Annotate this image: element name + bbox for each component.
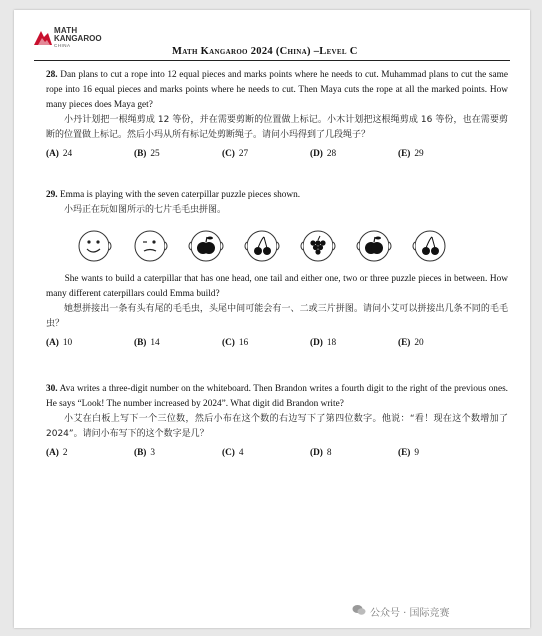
caterpillar-body-apple xyxy=(357,231,391,261)
answer-options xyxy=(46,338,508,352)
kangaroo-logo-icon xyxy=(32,27,54,49)
option-e[interactable]: (E) 29 xyxy=(398,149,424,159)
option-a[interactable]: (A) 24 xyxy=(46,149,73,159)
option-b[interactable]: (B) 25 xyxy=(134,149,160,159)
question-text-zh-2: 她想拼接出一条有头有尾的毛毛虫，头尾中间可能会有一、二或三片拼图。请问小艾可以拼接出几条不同的毛毛虫？ xyxy=(46,304,508,329)
answer-options xyxy=(46,448,508,462)
page-title: Math Kangaroo 2024 (China) –Level C xyxy=(172,46,358,57)
logo-line-1: MATH xyxy=(54,26,78,35)
question-number: 28. xyxy=(46,70,58,80)
caterpillar-body-apple xyxy=(189,231,223,261)
question-30 xyxy=(46,382,508,462)
question-text: Ava writes a three-digit number on the whiteboard. Then Brandon writes a fourth digit to the right of the previous ones. He says “Look! The number increased by 2024”. What digit did Brandon write? xyxy=(46,384,509,409)
option-c[interactable]: (C) 4 xyxy=(222,448,244,458)
option-b[interactable]: (B) 14 xyxy=(134,338,160,348)
question-text-2: She wants to build a caterpillar that has one head, one tail and either one, two or three puzzle pieces in between. How many different caterpillars could Emma build? xyxy=(46,274,508,299)
wechat-icon xyxy=(352,604,366,616)
question-text-zh: 小艾在白板上写下一个三位数，然后小布在这个数的右边写下了第四位数字。他说：“看！现在这个数增加了 2024”。请问小布写下的这个数字是几？ xyxy=(46,414,508,439)
caterpillar-pieces-figure xyxy=(46,224,508,268)
question-text: Dan plans to cut a rope into 12 equal pieces and marks points where he needs to cut. Muhammad plans to cut the same rope into 16 equal pieces and marks points where he needs to cut. Then Maya cuts the rope at all the marked points. How many pieces does Maya get? xyxy=(46,70,508,110)
option-c[interactable]: (C) 27 xyxy=(222,149,249,159)
caterpillar-body-grape xyxy=(301,231,335,261)
caterpillar-head-wink xyxy=(135,231,167,261)
question-28 xyxy=(46,68,508,163)
option-c[interactable]: (C) 16 xyxy=(222,338,249,348)
option-a[interactable]: (A) 10 xyxy=(46,338,73,348)
question-29 xyxy=(46,188,508,352)
document-page xyxy=(14,10,530,628)
option-b[interactable]: (B) 3 xyxy=(134,448,156,458)
question-text-zh: 小玛正在玩如图所示的七片毛毛虫拼图。 xyxy=(64,205,227,215)
question-text-zh: 小丹计划把一根绳剪成 12 等份，并在需要剪断的位置做上标记。小木计划把这根绳剪成 16 等份，也在需要剪断的位置做上标记。然后小玛从所有标记处剪断绳子。请问小玛得到了几段绳子？ xyxy=(46,115,508,140)
option-d[interactable]: (D) 18 xyxy=(310,338,337,348)
page-header xyxy=(32,23,512,63)
logo-line-3: CHINA xyxy=(54,43,71,48)
option-d[interactable]: (D) 28 xyxy=(310,149,337,159)
option-e[interactable]: (E) 9 xyxy=(398,448,420,458)
option-d[interactable]: (D) 8 xyxy=(310,448,332,458)
question-number: 29. xyxy=(46,190,58,200)
question-number: 30. xyxy=(46,384,58,394)
caterpillar-tail-cherry xyxy=(413,231,445,261)
question-text: Emma is playing with the seven caterpillar puzzle pieces shown. xyxy=(59,190,301,200)
caterpillar-body-cherry xyxy=(245,231,279,261)
watermark: 公众号 · 国际竞赛 xyxy=(370,608,450,619)
answer-options xyxy=(46,149,508,163)
math-kangaroo-logo xyxy=(32,23,112,53)
header-rule xyxy=(34,60,510,61)
option-e[interactable]: (E) 20 xyxy=(398,338,424,348)
option-a[interactable]: (A) 2 xyxy=(46,448,68,458)
caterpillar-head-smile xyxy=(79,231,111,261)
logo-line-2: KANGAROO xyxy=(54,34,102,43)
